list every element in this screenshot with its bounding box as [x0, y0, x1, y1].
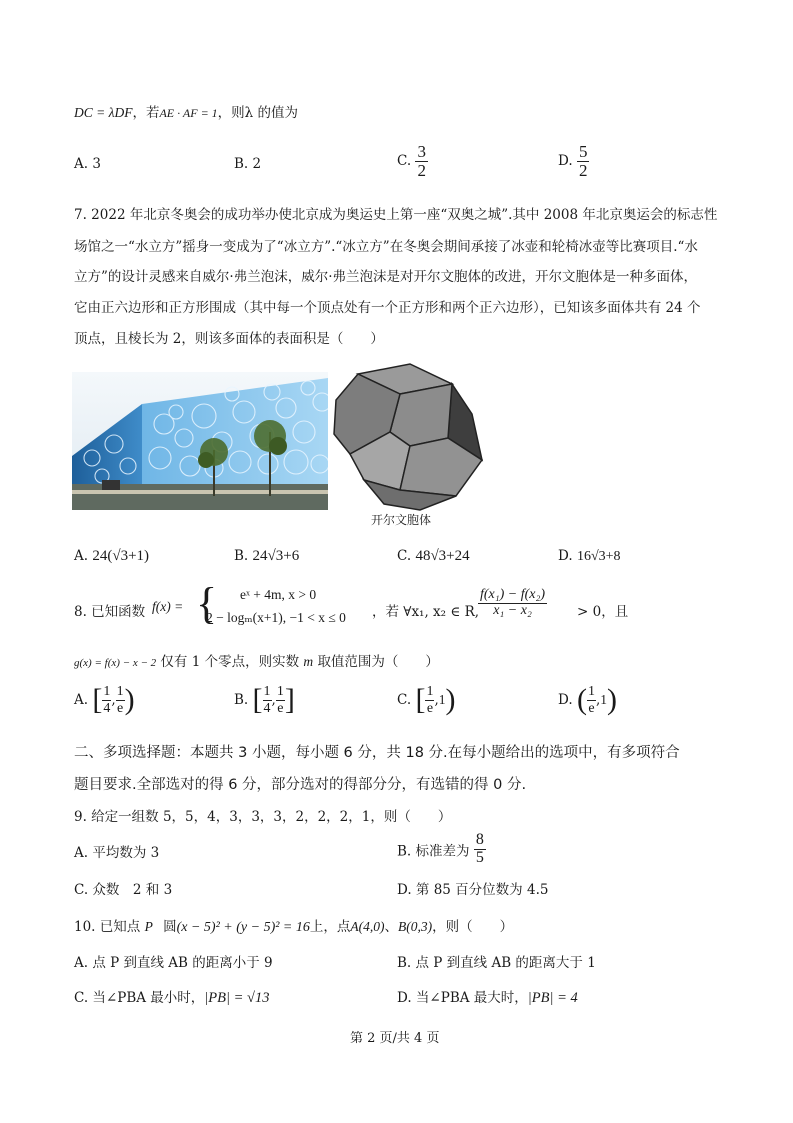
range-end: 1: [600, 692, 607, 707]
option-text: 48√3+24: [415, 548, 470, 564]
option-text: 2: [252, 156, 262, 172]
q6-cond-suffix: ，则λ 的值为: [217, 105, 299, 121]
q7-option-d: [558, 548, 621, 565]
q6-option-b: [234, 156, 261, 172]
q8-prefix: 8. 已知函数: [74, 604, 146, 620]
q10-text: ，则（ ）: [432, 919, 514, 935]
q8-piece-1: eˣ + 4m, x > 0: [240, 587, 317, 602]
frac-den: e: [588, 700, 595, 716]
q8-frac: [478, 588, 547, 618]
frac-num: 3: [417, 142, 426, 161]
option-text: C. 当∠PBA 最小时，: [74, 990, 205, 1006]
q9-option-c: C. 众数 2 和 3: [74, 882, 173, 898]
frac-den: e: [426, 700, 434, 716]
q8-cond: ，若 ∀x₁, x₂ ∈ R,: [372, 604, 480, 620]
option-letter: B.: [234, 692, 249, 708]
option-letter: B.: [234, 548, 249, 564]
q6-cond-prefix: DC = λDF: [74, 105, 133, 120]
q6-option-c: [397, 143, 428, 180]
q10-option-a: A. 点 P 到直线 AB 的距离小于 9: [74, 955, 273, 971]
bracket-close: ]: [284, 683, 295, 716]
option-letter: C.: [397, 692, 412, 708]
q10-text: 上，点: [309, 919, 351, 935]
frac-den: x₁ − x₂: [493, 602, 532, 618]
figure-caption: 开尔文胞体: [371, 513, 432, 527]
option-letter: C.: [397, 548, 412, 564]
q7-line-3: 立方”的设计灵感来自威尔·弗兰泡沫，威尔·弗兰泡沫是对开尔文胞体的改进，开尔文胞体是一种多面体，: [74, 269, 697, 285]
bracket-open: [: [415, 683, 426, 716]
option-text: 24(√3+1): [92, 548, 150, 564]
option-letter: D.: [558, 692, 573, 708]
q8-brace: {: [196, 579, 218, 628]
q7-option-a: [74, 548, 149, 565]
frac-num: 1: [426, 684, 434, 700]
option-letter: A.: [74, 156, 89, 172]
q8-option-a: A. [ $\frac{1}{4}$ , $\frac{1}{e}$ ): [74, 683, 135, 716]
frac-num: f(x₁) − f(x₂): [480, 587, 546, 602]
section2-line-2: 题目要求.全部选对的得 6 分，部分选对的得部分分，有选错的得 0 分.: [74, 777, 527, 793]
q8-option-b: B. [ $\frac{1}{4}$ , $\frac{1}{e}$ ]: [234, 683, 295, 716]
q10-text: 圆: [163, 919, 177, 935]
q10-option-c: [74, 986, 269, 1007]
option-text: B. 标准差为: [397, 843, 470, 860]
option-letter: B.: [234, 156, 249, 172]
q8-line-2: [74, 650, 439, 670]
range-end: 1: [438, 692, 446, 707]
q7-line-1: 7. 2022 年北京冬奥会的成功举办使北京成为奥运史上第一座“双奥之城”.其中 2008 年北京奥运会的标志性: [74, 207, 718, 223]
q8-option-c: C. [ $\frac{1}{e}$ ,1): [397, 683, 456, 716]
option-text: 16√3+8: [576, 549, 621, 564]
frac-den: 2: [417, 160, 426, 180]
frac-num: 8: [475, 831, 484, 848]
q8-piece-2: 2 − logₘ(x+1), −1 < x ≤ 0: [206, 610, 346, 625]
q8-cond-tail: > 0，且: [577, 604, 629, 620]
frac-num: 1: [263, 684, 271, 700]
bracket-open: (: [576, 683, 587, 716]
q10-point-b: B(0,3): [398, 919, 433, 934]
q8-line2-text: 仅有 1 个零点，则实数: [160, 654, 300, 670]
option-letter: D.: [558, 152, 573, 169]
frac-den: 5: [475, 848, 484, 866]
option-text: 24√3+6: [252, 548, 300, 564]
option-letter: A.: [74, 548, 89, 564]
frac-den: 2: [578, 160, 588, 180]
q6-condition: [74, 101, 298, 121]
q10-point-a: A(4,0): [350, 919, 385, 934]
q9-option-d: D. 第 85 百分位数为 4.5: [397, 882, 549, 898]
q9-stem: 9. 给定一组数 5，5，4，3，3，3，2，2，2，1，则（ ）: [74, 809, 452, 825]
option-value: |PB| = √13: [204, 990, 270, 1006]
frac-num: 1: [103, 684, 111, 700]
kelvin-cell-figure: [330, 362, 490, 512]
water-cube-photo: [72, 372, 328, 510]
option-letter: D.: [558, 548, 573, 564]
section2-line-1: 二、多项选择题：本题共 3 小题，每小题 6 分，共 18 分.在每小题给出的选项中，有多项符合: [74, 745, 680, 761]
bracket-open: [: [252, 683, 263, 716]
option-letter: A.: [74, 692, 89, 708]
bracket-close: ): [445, 683, 456, 716]
q7-option-b: [234, 548, 299, 565]
bracket-open: [: [92, 683, 103, 716]
q10-circle-eq: (x − 5)² + (y − 5)² = 16: [176, 920, 310, 935]
q10-text: 10. 已知点: [74, 919, 141, 935]
q10-option-b: B. 点 P 到直线 AB 的距离大于 1: [397, 955, 596, 971]
q8-g-def: g(x) = f(x) − x − 2: [74, 657, 157, 669]
q8-line2-tail: 取值范围为（ ）: [317, 654, 439, 670]
bracket-close: ): [606, 683, 617, 716]
q9-option-a: A. 平均数为 3: [74, 845, 160, 861]
q6-option-a: [74, 156, 101, 172]
q8-m: m: [303, 654, 314, 669]
q8-option-d: D. ( $\frac{1}{e}$ ,1): [558, 683, 617, 716]
q7-option-c: [397, 548, 470, 565]
page-footer: 第 2 页/共 4 页: [350, 1031, 440, 1046]
q8-func-name: f(x) =: [152, 599, 184, 614]
frac-num: 5: [578, 142, 588, 161]
q10-text: 、: [384, 919, 398, 935]
option-text: 3: [92, 156, 101, 172]
q6-cond-mid: ，若: [132, 105, 160, 121]
q7-line-5: 顶点，且棱长为 2，则该多面体的表面积是（ ）: [74, 331, 384, 347]
q6-cond-dot: AE · AF = 1: [159, 106, 218, 120]
frac-num: 1: [587, 684, 595, 700]
q7-line-2: 场馆之一“水立方”摇身一变成为了“冰立方”.“冰立方”在冬奥会期间承接了冰壶和轮椅冰壶等比赛项目.“水: [74, 239, 698, 255]
q6-option-d: [558, 143, 589, 180]
q10-option-d: [397, 986, 578, 1007]
q9-option-b: [397, 832, 486, 867]
option-letter: C.: [397, 152, 412, 169]
bracket-close: ): [124, 683, 135, 716]
frac-den: 4: [263, 700, 271, 716]
q10-stem: [74, 915, 513, 936]
option-value: |PB| = 4: [527, 990, 578, 1006]
frac-den: 4: [103, 700, 111, 716]
option-text: D. 当∠PBA 最大时，: [397, 990, 528, 1006]
q7-line-4: 它由正六边形和正方形围成（其中每一个顶点处有一个正方形和两个正六边形），已知该多面体共有 24 个: [74, 300, 701, 316]
q10-point-p: P: [144, 919, 153, 934]
